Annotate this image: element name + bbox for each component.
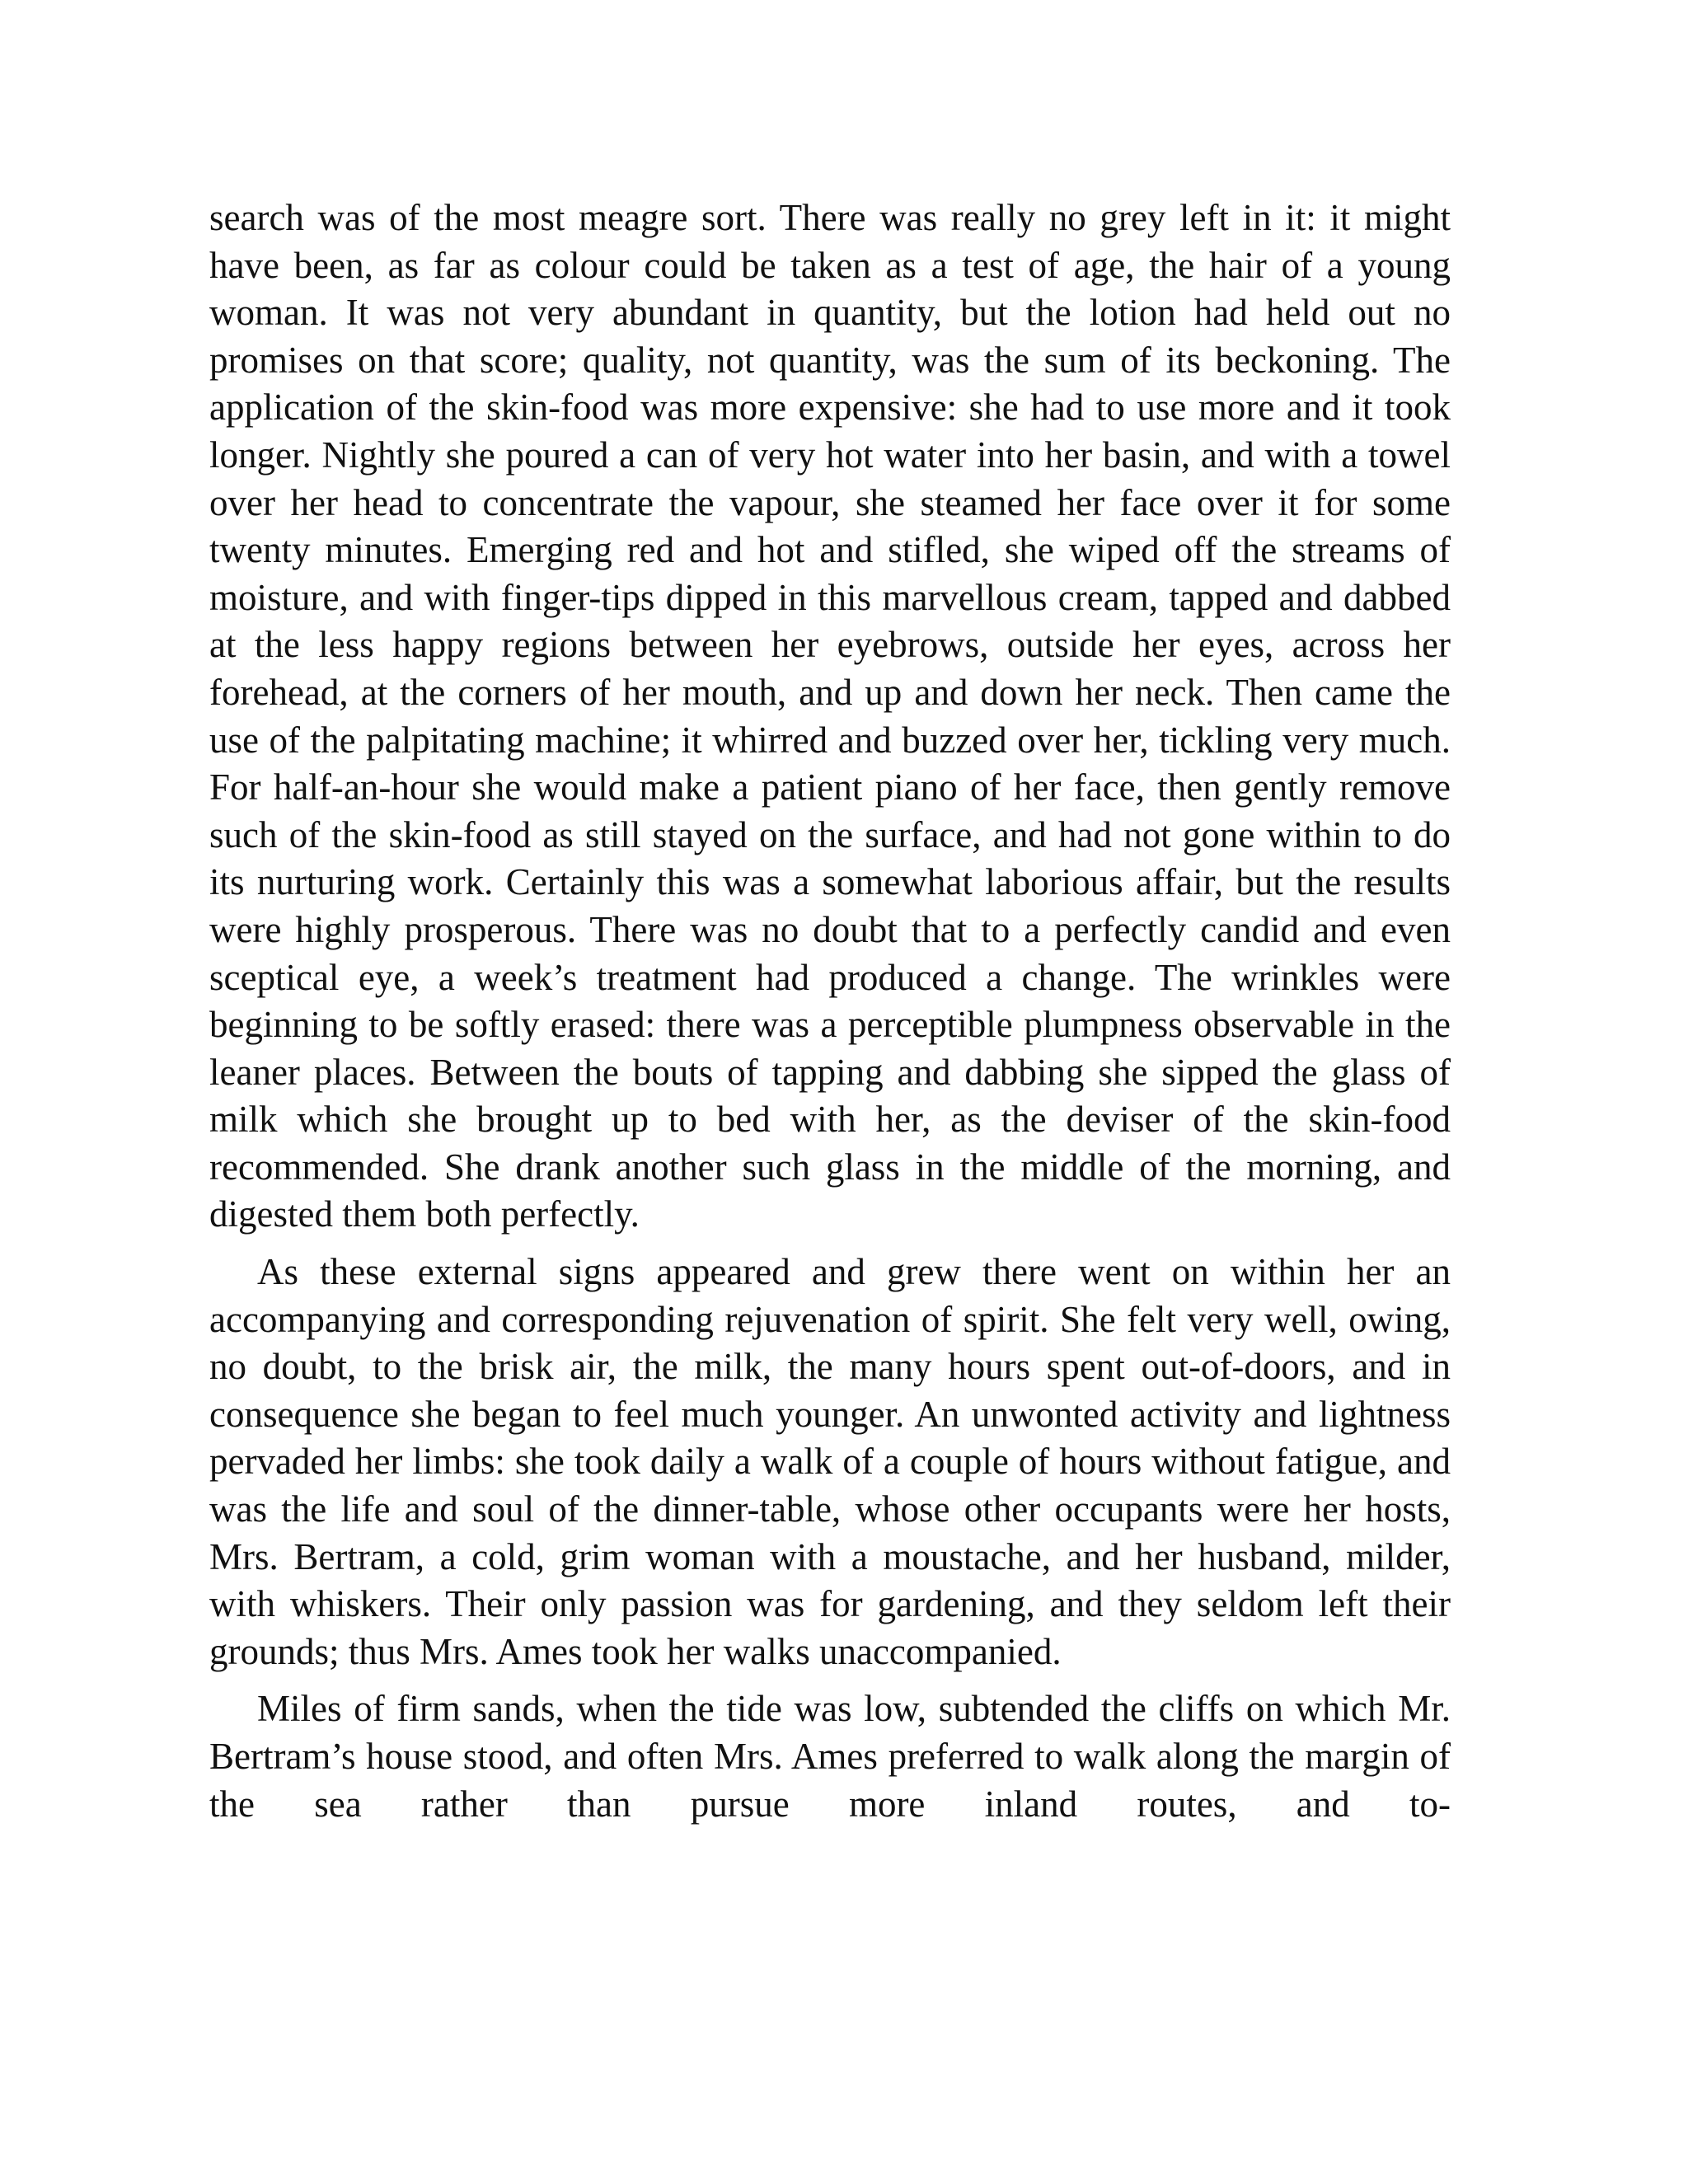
- paragraph-3: Miles of firm sands, when the tide was low, subtended the cliffs on which Mr. Bertram’s house stood, and often Mrs. Ames preferred to walk along the margin of the sea rather than pursue more inland routes, and to-: [209, 1688, 1451, 1825]
- body-text: [209, 194, 1451, 1828]
- paragraph-2: As these external signs appeared and grew there went on within her an accompanying and corresponding rejuvenation of spirit. She felt very well, owing, no doubt, to the brisk air, the milk, the many hours spent out-of-doors, and in consequence she began to feel much younger. An unwonted activity and lightness pervaded her limbs: she took daily a walk of a couple of hours without fatigue, and was the life and soul of the dinner-table, whose other occupants were her hosts, Mrs. Bertram, a cold, grim woman with a moustache, and her husband, milder, with whiskers. Their only passion was for gardening, and they seldom left their grounds; thus Mrs. Ames took her walks unaccompanied.: [209, 1251, 1451, 1672]
- paragraph-1: search was of the most meagre sort. There was really no grey left in it: it might have been, as far as colour could be taken as a test of age, the hair of a young woman. It was not very abundant in quantity, but the lotion had held out no promises on that score; quality, not quantity, was the sum of its beckoning. The application of the skin-food was more expensive: she had to use more and it took longer. Nightly she poured a can of very hot water into her basin, and with a towel over her head to concentrate the vapour, she steamed her face over it for some twenty minutes. Emerging red and hot and stifled, she wiped off the streams of moisture, and with finger-tips dipped in this marvellous cream, tapped and dabbed at the less happy regions between her eyebrows, outside her eyes, across her forehead, at the corners of her mouth, and up and down her neck. Then came the use of the palpitating machine; it whirred and buzzed over her, tickling very much. For half-an-hour she would make a patient piano of her face, then gently remove such of the skin-food as still stayed on the surface, and had not gone within to do its nurturing work. Certainly this was a somewhat laborious affair, but the results were highly prosperous. There was no doubt that to a perfectly candid and even sceptical eye, a week’s treatment had produced a change. The wrinkles were beginning to be softly erased: there was a perceptible plumpness observable in the leaner places. Between the bouts of tapping and dabbing she sipped the glass of milk which she brought up to bed with her, as the deviser of the skin-food recommended. She drank another such glass in the middle of the morning, and digested them both perfectly.: [209, 197, 1451, 1235]
